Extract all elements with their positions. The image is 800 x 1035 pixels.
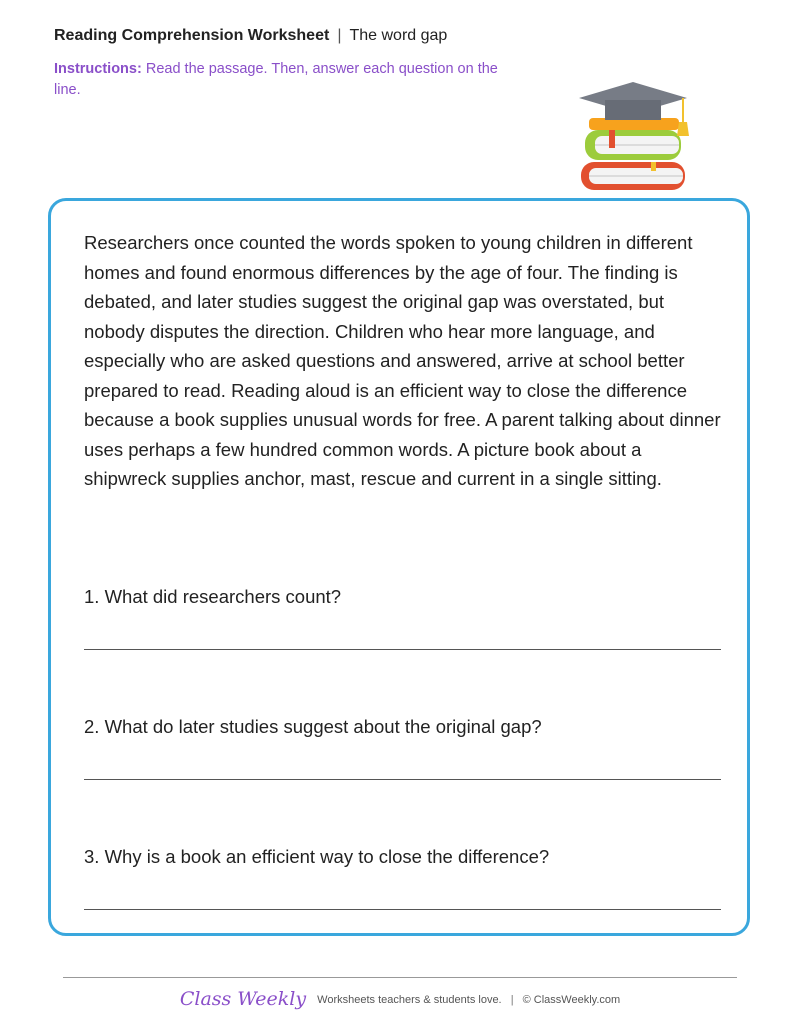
answer-line-1[interactable]: [84, 649, 721, 650]
question-1: 1. What did researchers count?: [84, 586, 342, 607]
worksheet-title: Reading Comprehension Worksheet: [54, 27, 330, 44]
question-2: 2. What do later studies suggest about the original gap?: [84, 716, 542, 737]
answer-line-3[interactable]: [84, 909, 721, 910]
reading-passage: Researchers once counted the words spoken to young children in different homes and found enormous differences by the age of four. The finding is debated, and later studies suggest the original gap was overstated, but nobody disputes the direction. Children who hear more language, and especially who are asked questions and answered, arrive at school better prepared to read. Reading aloud is an efficient way to close the difference because a book supplies unusual words for free. A parent talking about dinner uses perhaps a few hundred common words. A picture book about a shipwreck supplies anchor, mast, rescue and current in a single sitting.: [84, 232, 721, 489]
footer-separator: |: [510, 994, 514, 1006]
instructions: [54, 59, 514, 101]
brand-logo: Class Weekly: [179, 988, 307, 1010]
answer-line-2[interactable]: [84, 779, 721, 780]
instructions-label: Instructions:: [54, 61, 142, 77]
question-3: 3. Why is a book an efficient way to close the difference?: [84, 846, 550, 867]
worksheet-header: [54, 27, 447, 45]
footer-tagline: Worksheets teachers & students love.: [317, 994, 502, 1006]
books-graduation-cap-icon: [575, 78, 690, 196]
instructions-text: Read the passage. Then, answer each question on the line.: [54, 61, 498, 98]
header-separator: |: [337, 27, 342, 44]
worksheet-subtitle: The word gap: [349, 27, 448, 44]
footer: [0, 988, 800, 1010]
footer-copyright: © ClassWeekly.com: [522, 994, 621, 1006]
footer-divider: [63, 977, 737, 978]
passage-card: [48, 198, 750, 936]
